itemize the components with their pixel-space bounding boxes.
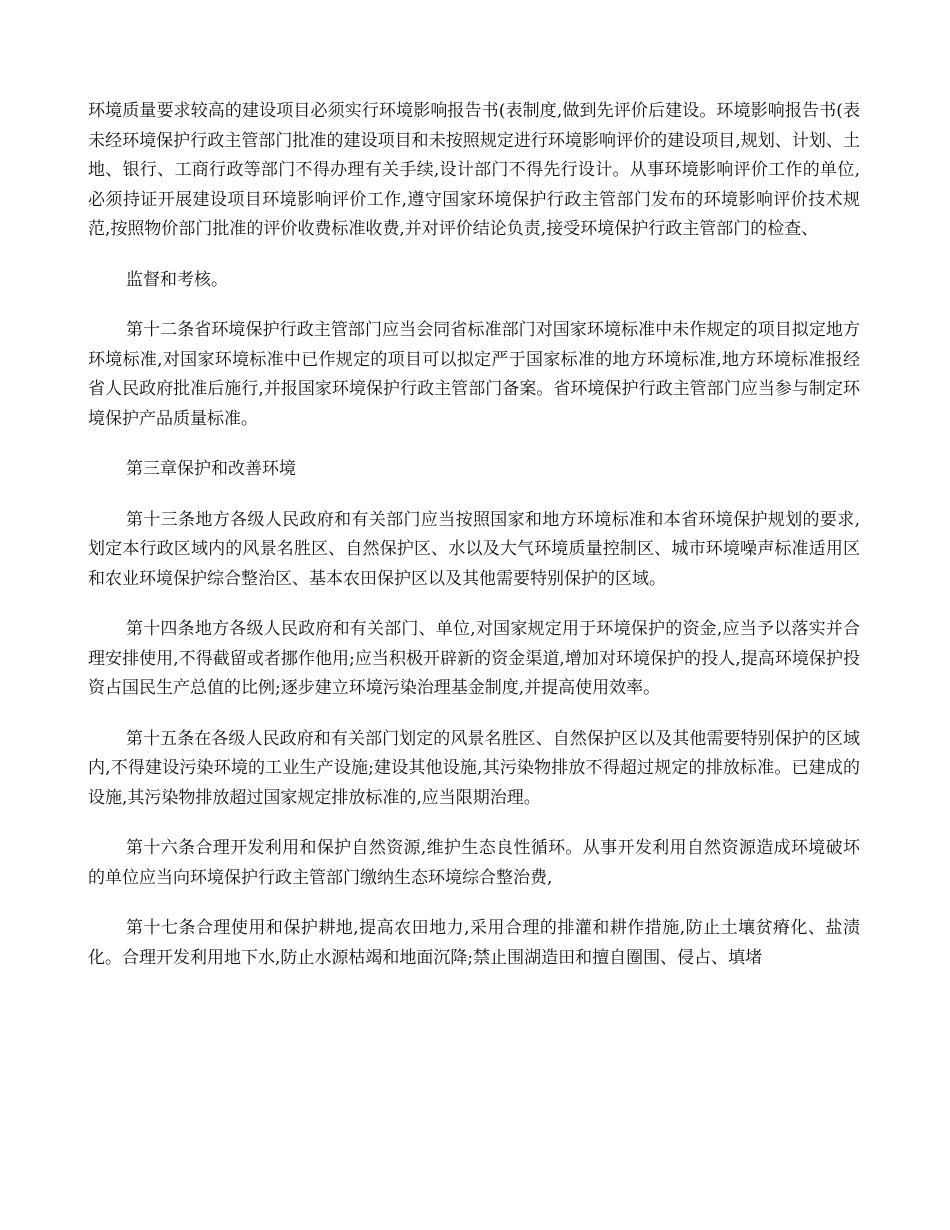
document-page [88, 97, 860, 994]
paragraph-article-12: 第十二条省环境保护行政主管部门应当会同省标准部门对国家环境标准中未作规定的项目拟定地方环境标准,对国家环境标准中已作规定的项目可以拟定严于国家标准的地方环境标准,地方环境标准报经省人民政府批准后施行,并报国家环境保护行政主管部门备案。省环境保护行政主管部门应当参与制定环境保护产品质量标准。 [88, 320, 860, 429]
chapter-heading: 第三章保护和改善环境 [126, 459, 296, 480]
paragraph-article-15: 第十五条在各级人民政府和有关部门划定的风景名胜区、自然保护区以及其他需要特别保护的区域内,不得建设污染环境的工业生产设施;建设其他设施,其污染物排放不得超过规定的排放标准。已建成的设施,其污染物排放超过国家规定排放标准的,应当限期治理。 [88, 728, 860, 809]
paragraph-article-17: 第十七条合理使用和保护耕地,提高农田地力,采用合理的排灌和耕作措施,防止土壤贫瘠化、盐渍化。合理开发利用地下水,防止水源枯竭和地面沉降;禁止围湖造田和擅自圈围、侵占、填堵 [88, 918, 860, 969]
paragraph-article-14: 第十四条地方各级人民政府和有关部门、单位,对国家规定用于环境保护的资金,应当予以落实并合理安排使用,不得截留或者挪作他用;应当积极开辟新的资金渠道,增加对环境保护的投人,提高环境保护投资占国民生产总值的比例;逐步建立环境污染治理基金制度,并提高使用效率。 [88, 619, 860, 699]
paragraph-1: 环境质量要求较高的建设项目必须实行环境影响报告书(表制度,做到先评价后建设。环境影响报告书(表未经环境保护行政主管部门批准的建设项目和未按照规定进行环境影响评价的建设项目,规划、计划、土地、银行、工商行政等部门不得办理有关手续,设计部门不得先行设计。从事环境影响评价工作的单位,必须持证开展建设项目环境影响评价工作,遵守国家环境保护行政主管部门发布的环境影响评价技术规范,按照物价部门批准的评价收费标准收费,并对评价结论负责,接受环境保护行政主管部门的检查、 [88, 101, 860, 240]
paragraph-2: 监督和考核。 [126, 269, 228, 290]
paragraph-article-16: 第十六条合理开发利用和保护自然资源,维护生态良性循环。从事开发利用自然资源造成环境破坏的单位应当向环境保护行政主管部门缴纳生态环境综合整治费, [88, 838, 860, 889]
paragraph-article-13: 第十三条地方各级人民政府和有关部门应当按照国家和地方环境标准和本省环境保护规划的要求,划定本行政区域内的风景名胜区、自然保护区、水以及大气环境质量控制区、城市环境噪声标准适用区和农业环境保护综合整治区、基本农田保护区以及其他需要特别保护的区域。 [88, 509, 860, 589]
